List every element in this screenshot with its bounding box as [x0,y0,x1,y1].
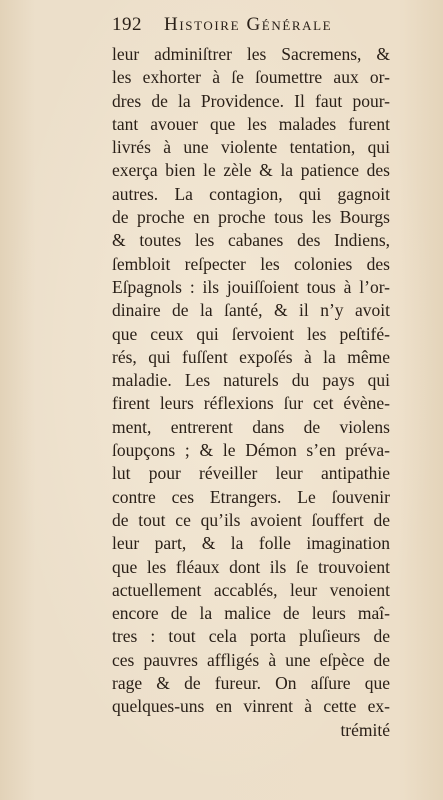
text-line: autres. La contagion, qui gagnoit [112,183,390,204]
text-line: de proche en proche tous les Bourgs [112,207,390,228]
text-line: leur adminiſtrer les Sacremens, & [112,44,390,64]
text-line: contre ces Etrangers. Le ſouvenir [112,486,390,507]
text-line: rage & de fureur. On aſſure que [112,673,390,694]
text-line: que les fléaux dont ils ſe trouvoient [112,556,390,577]
text-line: maladie. Les naturels du pays qui [112,370,390,391]
text-line: de tout ce qu’ils avoient ſouffert de [112,509,390,530]
text-line: ment, entrerent dans de violens [112,416,390,437]
page-number: 192 [112,14,142,35]
text-line: quelques-uns en vinrent à cette ex- [112,696,390,717]
body-text [112,43,390,742]
text-line: que ceux qui ſervoient les peſtifé- [112,323,390,344]
text-line: ces pauvres affligés à une eſpèce de [112,649,390,670]
text-line: dinaire de la ſanté, & il n’y avoit [112,300,390,321]
text-line: lut pour réveiller leur antipathie [112,463,390,484]
text-line: dres de la Providence. Il faut pour- [112,90,390,111]
text-line: tres : tout cela porta pluſieurs de [112,626,390,647]
text-line: firent leurs réflexions ſur cet évène- [112,393,390,414]
text-line: leur part, & la folle imagination [112,533,390,554]
running-head: Histoire Générale [164,14,333,35]
catchword: trémité [340,719,390,740]
text-line: ſoupçons ; & le Démon s’en préva- [112,440,390,461]
text-line: tant avouer que les malades furent [112,113,390,134]
text-line: ſembloit reſpecter les colonies des [112,253,390,274]
page-header [112,14,391,40]
text-line: Eſpagnols : ils jouiſſoient tous à l’or- [112,276,390,297]
text-line: rés, qui fuſſent expoſés à la même [112,346,390,367]
text-line: actuellement accablés, leur venoient [112,579,390,600]
text-line: encore de la malice de leurs maî- [112,603,390,624]
text-line: exerça bien le zèle & la patience des [112,160,390,181]
text-line: & toutes les cabanes des Indiens, [112,230,390,251]
text-line: livrés à une violente tentation, qui [112,137,390,158]
text-line: les exhorter à ſe ſoumettre aux or- [112,67,390,88]
